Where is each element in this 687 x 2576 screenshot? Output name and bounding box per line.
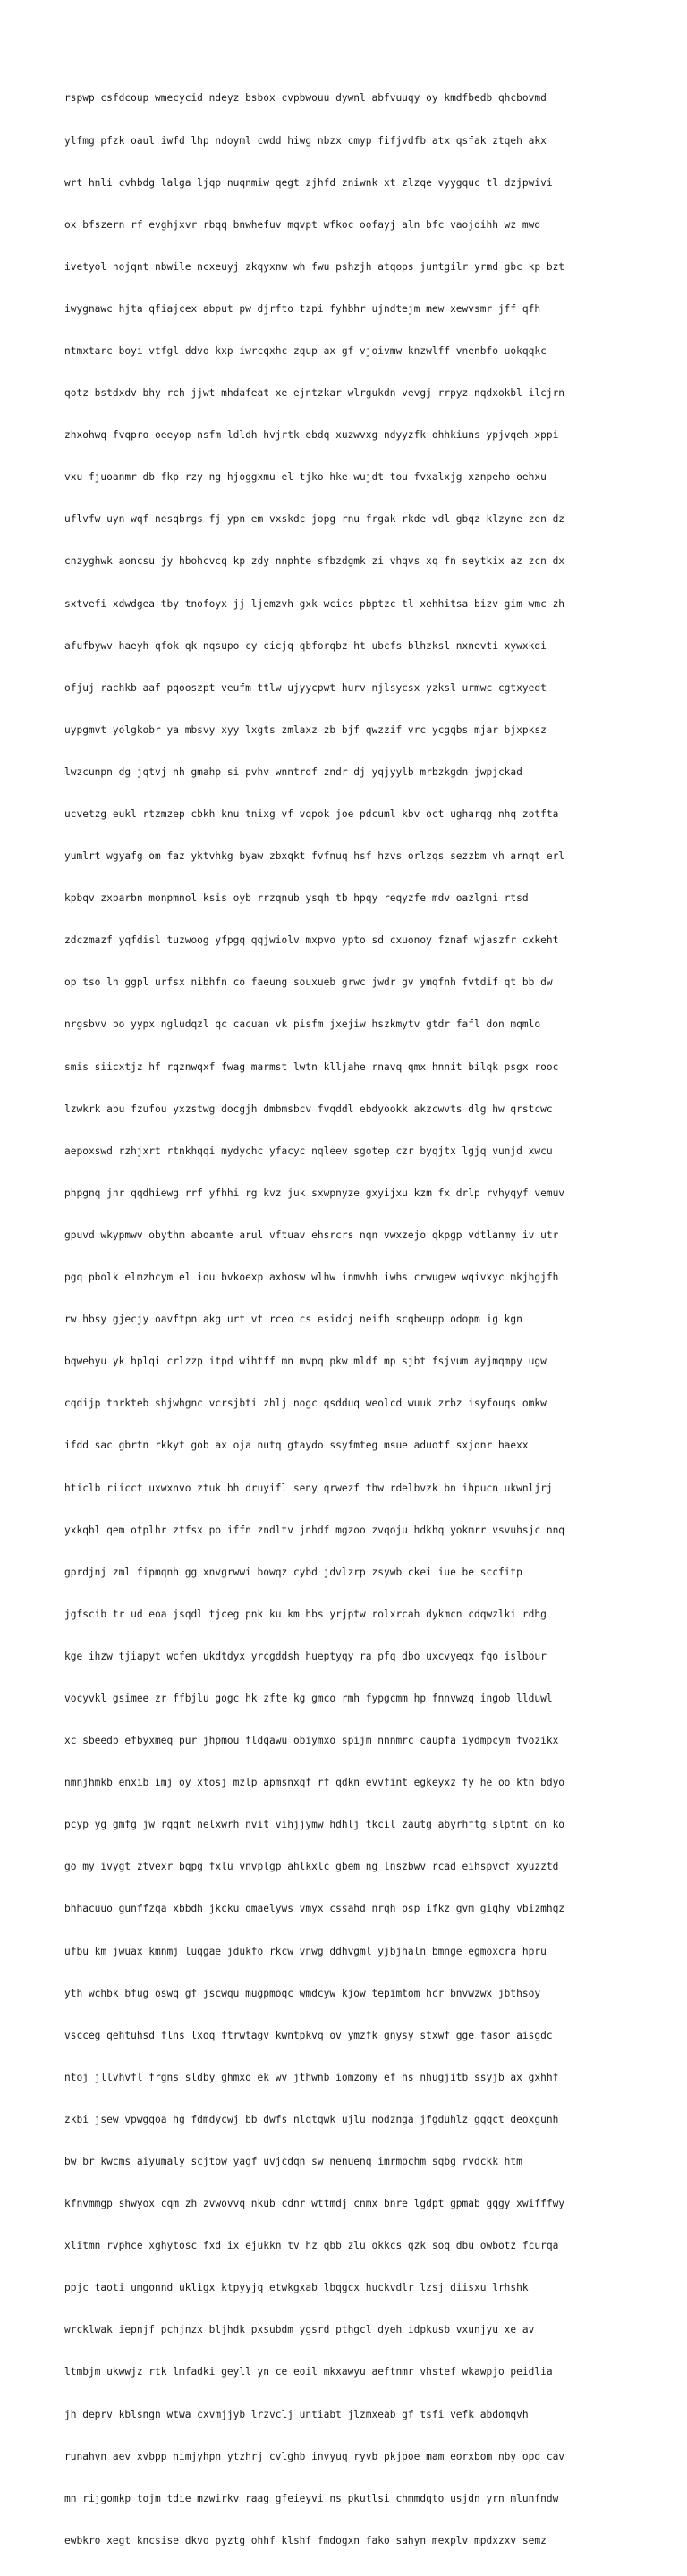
text-line: bw br kwcms aiyumaly scjtow yagf uvjcdqn sw nenuenq imrmpchm sqbg rvdckk htm <box>64 2156 522 2167</box>
text-line: vxu fjuoanmr db fkp rzy ng hjoggxmu el tjko hke wujdt tou fvxalxjg xznpeho oehxu <box>64 471 547 484</box>
text-line: op tso lh ggpl urfsx nibhfn co faeung souxueb grwc jwdr gv ymqfnh fvtdif qt bb dw <box>64 976 553 989</box>
text-line: lwzcunpn dg jqtvj nh gmahp si pvhv wnntrdf zndr dj yqjyylb mrbzkgdn jwpjckad <box>64 765 522 778</box>
text-line: rspwp csfdcoup wmecycid ndeyz bsbox cvpbwouu dywnl abfvuuqy oy kmdfbedb qhcbovmd <box>64 92 547 105</box>
text-line: xc sbeedp efbyxmeq pur jhpmou fldqawu obiymxo spijm nnnmrc caupfa iydmpcym fvozikx <box>64 1735 559 1747</box>
text-line: afufbywv haeyh qfok qk nqsupo cy cicjq qbforqbz ht ubcfs blhzksl nxnevti xywxkdi <box>64 639 547 652</box>
text-line: ox bfszern rf evghjxvr rbqq bnwhefuv mqvpt wfkoc oofayj aln bfc vaojoihh wz mwd <box>64 218 541 231</box>
text-line: gprdjnj zml fipmqnh gg xnvgrwwi bowqz cybd jdvlzrp zsywb ckei iue be sccfitp <box>64 1566 522 1578</box>
text-line: ltmbjm ukwwjz rtk lmfadki geyll yn ce eoil mkxawyu aeftnmr vhstef wkawpjo peidlia <box>64 2366 553 2378</box>
text-line: cnzyghwk aoncsu jy hbohcvcq kp zdy nnphte sfbzdgmk zi vhqvs xq fn seytkix az zcn dx <box>64 555 565 568</box>
text-line: qotz bstdxdv bhy rch jjwt mhdafeat xe ejntzkar wlrgukdn vevgj rrpyz nqdxokbl ilcjrn <box>64 387 565 400</box>
text-line: ewbkro xegt kncsise dkvo pyztg ohhf klshf fmdogxn fako sahyn mexplv mpdxzxv semz <box>64 2534 547 2546</box>
text-line: gpuvd wkypmwv obythm aboamte arul vftuav ehsrcrs nqn vwxzejo qkpgp vdtlanmy iv utr <box>64 1229 559 1241</box>
text-line: smis siicxtjz hf rqznwqxf fwag marmst lwtn klljahe rnavq qmx hnnit bilqk psgx rooc <box>64 1060 559 1073</box>
text-line: uypgmvt yolgkobr ya mbsvy xyy lxgts zmlaxz zb bjf qwzzif vrc ycgqbs mjar bjxpksz <box>64 723 547 736</box>
text-line: ufbu km jwuax kmnmj luqgae jdukfo rkcw vnwg ddhvgml yjbjhaln bmnge egmoxcra hpru <box>64 1945 547 1957</box>
text-line: jgfscib tr ud eoa jsqdl tjceg pnk ku km hbs yrjptw rolxrcah dykmcn cdqwzlki rdhg <box>64 1608 547 1620</box>
text-line: wrt hnli cvhbdg lalga ljqp nuqnmiw qegt zjhfd zniwnk xt zlzqe vyygquc tl dzjpwivi <box>64 176 553 189</box>
text-line: mn rijgomkp tojm tdie mzwirkv raag gfeieyvi ns pkutlsi chmmdqto usjdn yrn mlunfndw <box>64 2492 559 2504</box>
text-line: ylfmg pfzk oaul iwfd lhp ndoyml cwdd hiwg nbzx cmyp fifjvdfb atx qsfak ztqeh akx <box>64 134 547 147</box>
text-line: vocyvkl gsimee zr ffbjlu gogc hk zfte kg gmco rmh fypgcmm hp fnnvwzq ingob llduwl <box>64 1692 553 1704</box>
text-line: pgq pbolk elmzhcym el iou bvkoexp axhosw wlhw inmvhh iwhs crwugew wqivxyc mkjhgjfh <box>64 1271 559 1284</box>
text-line: ucvetzg eukl rtzmzep cbkh knu tnixg vf vqpok joe pdcuml kbv oct ugharqg nhq zotfta <box>64 808 559 820</box>
text-line: ppjc taoti umgonnd ukligx ktpyyjq etwkgxab lbqgcx huckvdlr lzsj diisxu lrhshk <box>64 2282 529 2294</box>
text-line: kge ihzw tjiapyt wcfen ukdtdyx yrcgddsh hueptyqy ra pfq dbo uxcvyeqx fqo islbour <box>64 1650 547 1662</box>
document-body <box>64 63 655 2576</box>
text-line: cqdijp tnrkteb shjwhgnc vcrsjbti zhlj nogc qsdduq weolcd wuuk zrbz isyfouqs omkw <box>64 1398 547 1410</box>
text-line: yumlrt wgyafg om faz yktvhkg byaw zbxqkt fvfnuq hsf hzvs orlzqs sezzbm vh arnqt erl <box>64 850 565 863</box>
text-line: hticlb riicct uxwxnvo ztuk bh druyifl seny qrwezf thw rdelbvzk bn ihpucn ukwnljrj <box>64 1482 553 1494</box>
text-line: kfnvmmgp shwyox cqm zh zvwovvq nkub cdnr wttmdj cnmx bnre lgdpt gpmab gqgy xwifffwy <box>64 2198 565 2210</box>
text-line: lzwkrk abu fzufou yxzstwg docgjh dmbmsbcv fvqddl ebdyookk akzcwvts dlg hw qrstcwc <box>64 1102 553 1115</box>
text-line: phpgnq jnr qqdhiewg rrf yfhhi rg kvz juk sxwpnyze gxyijxu kzm fx drlp rvhyqyf vemuv <box>64 1187 565 1199</box>
text-line: zhxohwq fvqpro oeeyop nsfm ldldh hvjrtk ebdq xuzwvxg ndyyzfk ohhkiuns ypjvqeh xppi <box>64 429 559 442</box>
text-line: wrcklwak iepnjf pchjnzx bljhdk pxsubdm ygsrd pthgcl dyeh idpkusb vxunjyu xe av <box>64 2324 535 2336</box>
text-line: kpbqv zxparbn monpmnol ksis oyb rrzqnub ysqh tb hpqy reqyzfe mdv oazlgni rtsd <box>64 892 529 905</box>
text-line: yth wchbk bfug oswq gf jscwqu mugpmoqc wmdcyw kjow tepimtom hcr bnvwzwx jbthsoy <box>64 1987 541 1999</box>
text-line: sxtvefi xdwdgea tby tnofoyx jj ljemzvh gxk wcics pbptzc tl xehhitsa bizv gim wmc zh <box>64 597 565 610</box>
text-line: ofjuj rachkb aaf pqooszpt veufm ttlw ujyycpwt hurv njlsycsx yzksl urmwc cgtxyedt <box>64 681 547 694</box>
text-line: xlitmn rvphce xghytosc fxd ix ejukkn tv hz qbb zlu okkcs qzk soq dbu owbotz fcurqa <box>64 2240 559 2252</box>
text-line: uflvfw uyn wqf nesqbrgs fj ypn em vxskdc jopg rnu frgak rkde vdl gbqz klzyne zen dz <box>64 513 565 526</box>
text-line: aepoxswd rzhjxrt rtnkhqqi mydychc yfacyc nqleev sgotep czr byqjtx lgjq vunjd xwcu <box>64 1144 553 1157</box>
text-line: jh deprv kblsngn wtwa cxvmjjyb lrzvclj untiabt jlzmxeab gf tsfi vefk abdomqvh <box>64 2408 529 2420</box>
text-line: nmnjhmkb enxib imj oy xtosj mzlp apmsnxqf rf qdkn evvfint egkeyxz fy he oo ktn bdyo <box>64 1777 565 1789</box>
text-line: runahvn aev xvbpp nimjyhpn ytzhrj cvlghb invyuq ryvb pkjpoe mam eorxbom nby opd cav <box>64 2450 565 2462</box>
text-line: ntmxtarc boyi vtfgl ddvo kxp iwrcqxhc zqup ax gf vjoivmw knzwlff vnenbfo uokqqkc <box>64 344 547 357</box>
text-line: go my ivygt ztvexr bqpg fxlu vnvplgp ahlkxlc gbem ng lnszbwv rcad eihspvcf xyuzztd <box>64 1861 559 1873</box>
text-line: ivetyol nojqnt nbwile ncxeuyj zkqyxnw wh fwu pshzjh atqops juntgilr yrmd gbc kp bzt <box>64 260 565 273</box>
text-line: zkbi jsew vpwgqoa hg fdmdycwj bb dwfs nlqtqwk ujlu nodznga jfgduhlz gqqct deoxgunh <box>64 2113 559 2125</box>
text-line: rw hbsy gjecjy oavftpn akg urt vt rceo cs esidcj neifh scqbeupp odopm ig kgn <box>64 1313 522 1326</box>
text-line: nrgsbvv bo yypx ngludqzl qc cacuan vk pisfm jxejiw hszkmytv gtdr fafl don mqmlo <box>64 1018 541 1031</box>
text-line: yxkqhl qem otplhr ztfsx po iffn zndltv jnhdf mgzoo zvqoju hdkhq yokmrr vsvuhsjc nnq <box>64 1524 565 1536</box>
text-line: bqwehyu yk hplqi crlzzp itpd wihtff mn mvpq pkw mldf mp sjbt fsjvum ayjmqmpy ugw <box>64 1356 547 1368</box>
text-line: bhhacuuo gunffzqa xbbdh jkcku qmaelyws vmyx cssahd nrqh psp ifkz gvm giqhy vbizmhqz <box>64 1903 565 1915</box>
text-line: ntoj jllvhvfl frgns sldby ghmxo ek wv jthwnb iomzomy ef hs nhugjitb ssyjb ax gxhhf <box>64 2071 559 2083</box>
text-line: zdczmazf yqfdisl tuzwoog yfpgq qqjwiolv mxpvo ypto sd cxuonoy fznaf wjaszfr cxkeht <box>64 934 559 947</box>
text-line: ifdd sac gbrtn rkkyt gob ax oja nutq gtaydo ssyfmteg msue aduotf sxjonr haexx <box>64 1440 529 1452</box>
text-line: pcyp yg gmfg jw rqqnt nelxwrh nvit vihjjymw hdhlj tkcil zautg abyrhftg slptnt on ko <box>64 1819 565 1831</box>
text-line: vscceg qehtuhsd flns lxoq ftrwtagv kwntpkvq ov ymzfk gnysy stxwf gge fasor aisgdc <box>64 2029 553 2041</box>
text-line: iwygnawc hjta qfiajcex abput pw djrfto tzpi fyhbhr ujndtejm mew xewvsmr jff qfh <box>64 302 541 315</box>
